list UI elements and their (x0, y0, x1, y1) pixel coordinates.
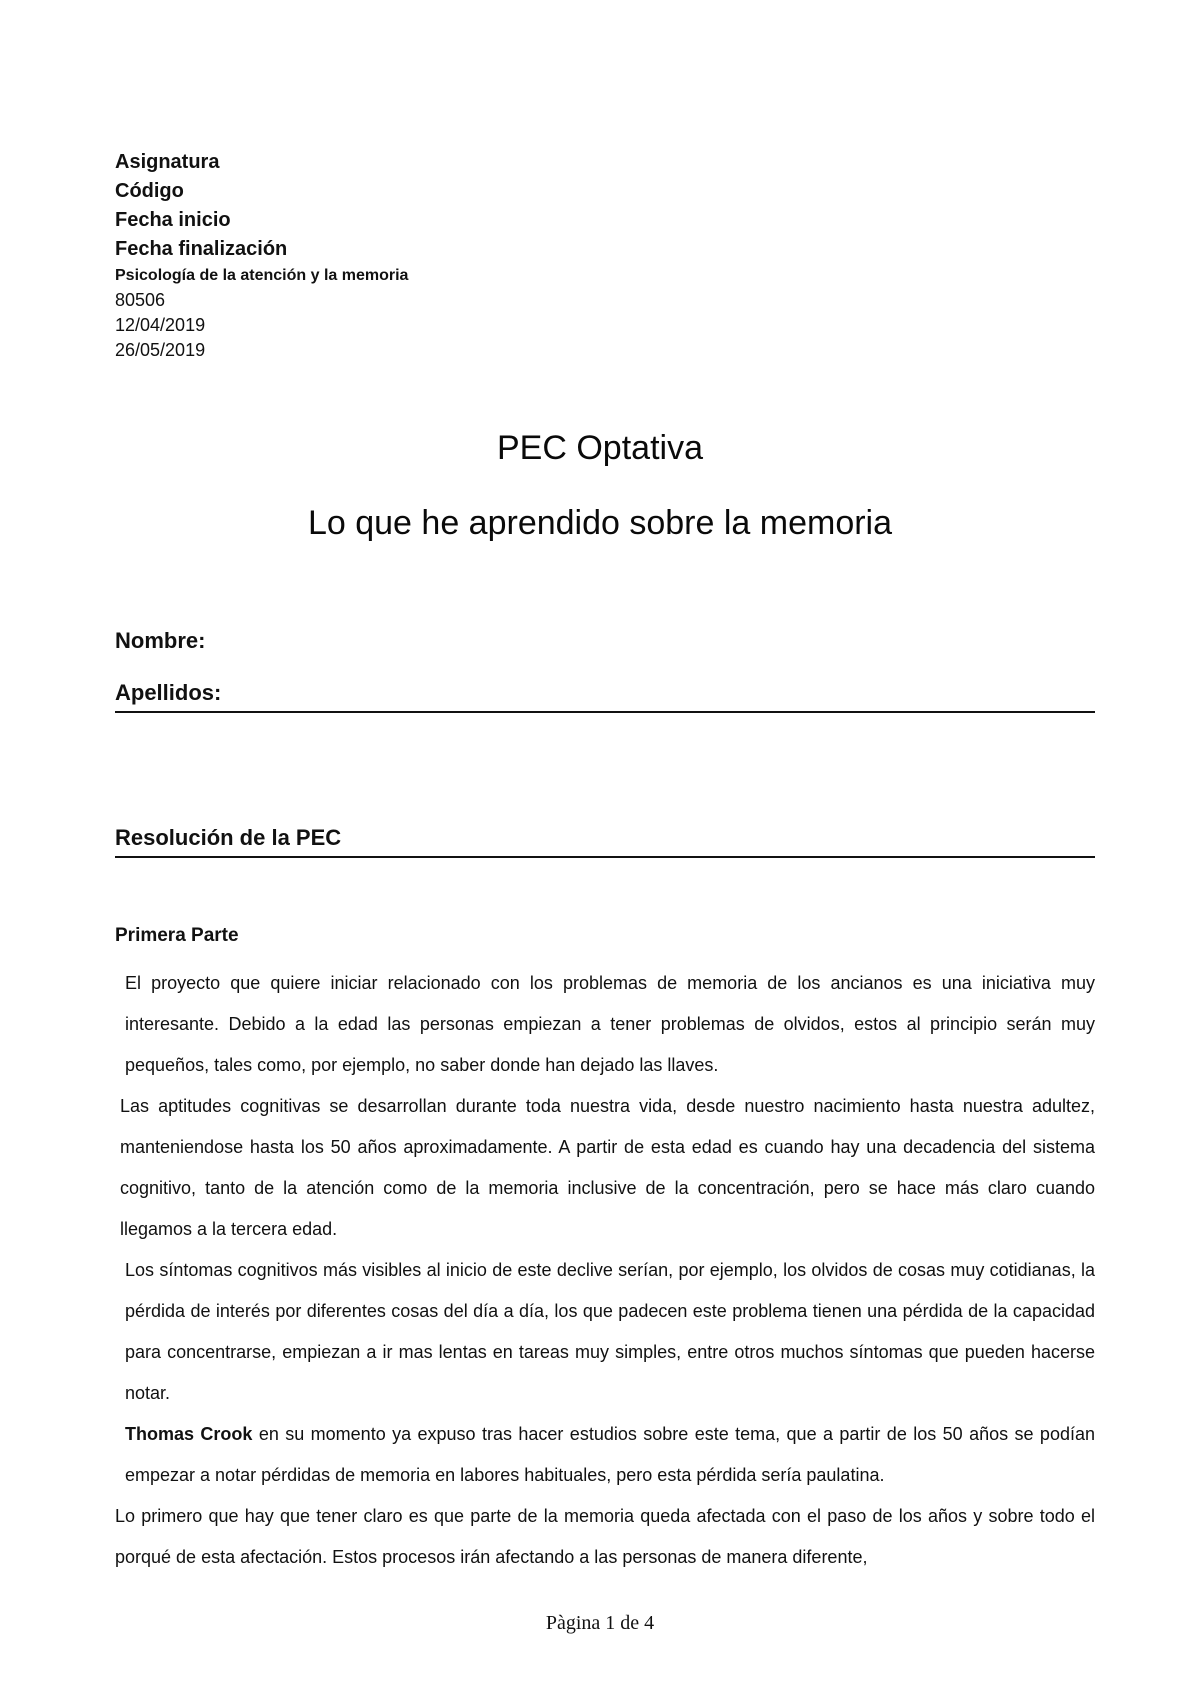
paragraph (115, 1414, 1095, 1496)
name-label: Nombre: (115, 628, 206, 653)
code-value: 80506 (115, 290, 166, 310)
course-info-block (115, 148, 1095, 363)
part-heading: Primera Parte (115, 925, 239, 946)
start-date-label: Fecha inicio (115, 209, 231, 231)
surname-label: Apellidos: (115, 680, 222, 705)
paragraph: Los síntomas cognitivos más visibles al inicio de este declive serían, por ejemplo, los olvidos de cosas muy cotidianas, la pérdida de interés por diferentes cosas del día a día, los que padecen este problema tienen una pérdida de la capacidad para concentrarse, empiezan a ir mas lentas en tareas muy simples, entre otros muchos síntomas que pueden hacerse notar. (125, 1260, 1095, 1403)
document-title: PEC Optativa (497, 429, 703, 467)
resolution-divider (115, 856, 1095, 858)
code-label: Código (115, 180, 184, 202)
end-date-label: Fecha finalización (115, 238, 288, 260)
start-date-value: 12/04/2019 (115, 315, 206, 335)
paragraph: Las aptitudes cognitivas se desarrollan durante toda nuestra vida, desde nuestro nacimiento hasta nuestra adultez, manteniendose hasta los 50 años aproximadamente. A partir de esta edad es cuando hay una decadencia del sistema cognitivo, tanto de la atención como de la memoria inclusive de la concentración, pero se hace más claro cuando llegamos a la tercera edad. (120, 1096, 1095, 1239)
body-text (115, 963, 1095, 1578)
surname-divider (115, 711, 1095, 713)
author-name: Thomas Crook (125, 1424, 253, 1444)
page-number: Pàgina 1 de 4 (545, 1612, 655, 1634)
subject-value: Psicología de la atención y la memoria (115, 267, 409, 284)
end-date-value: 26/05/2019 (115, 340, 206, 360)
paragraph: Lo primero que hay que tener claro es que parte de la memoria queda afectada con el paso de los años y sobre todo el porqué de esta afectación. Estos procesos irán afectando a las personas de manera diferente, (115, 1506, 1095, 1567)
paragraph: El proyecto que quiere iniciar relacionado con los problemas de memoria de los ancianos es una iniciativa muy interesante. Debido a la edad las personas empiezan a tener problemas de olvidos, estos al principio serán muy pequeños, tales como, por ejemplo, no saber donde han dejado las llaves. (125, 973, 1095, 1075)
paragraph-text: en su momento ya expuso tras hacer estudios sobre este tema, que a partir de los 50 años se podían empezar a notar pérdidas de memoria en labores habituales, pero esta pérdida sería paulatina. (125, 1424, 1095, 1485)
resolution-heading: Resolución de la PEC (115, 825, 342, 850)
subject-label: Asignatura (115, 151, 220, 173)
document-subtitle: Lo que he aprendido sobre la memoria (307, 504, 893, 542)
